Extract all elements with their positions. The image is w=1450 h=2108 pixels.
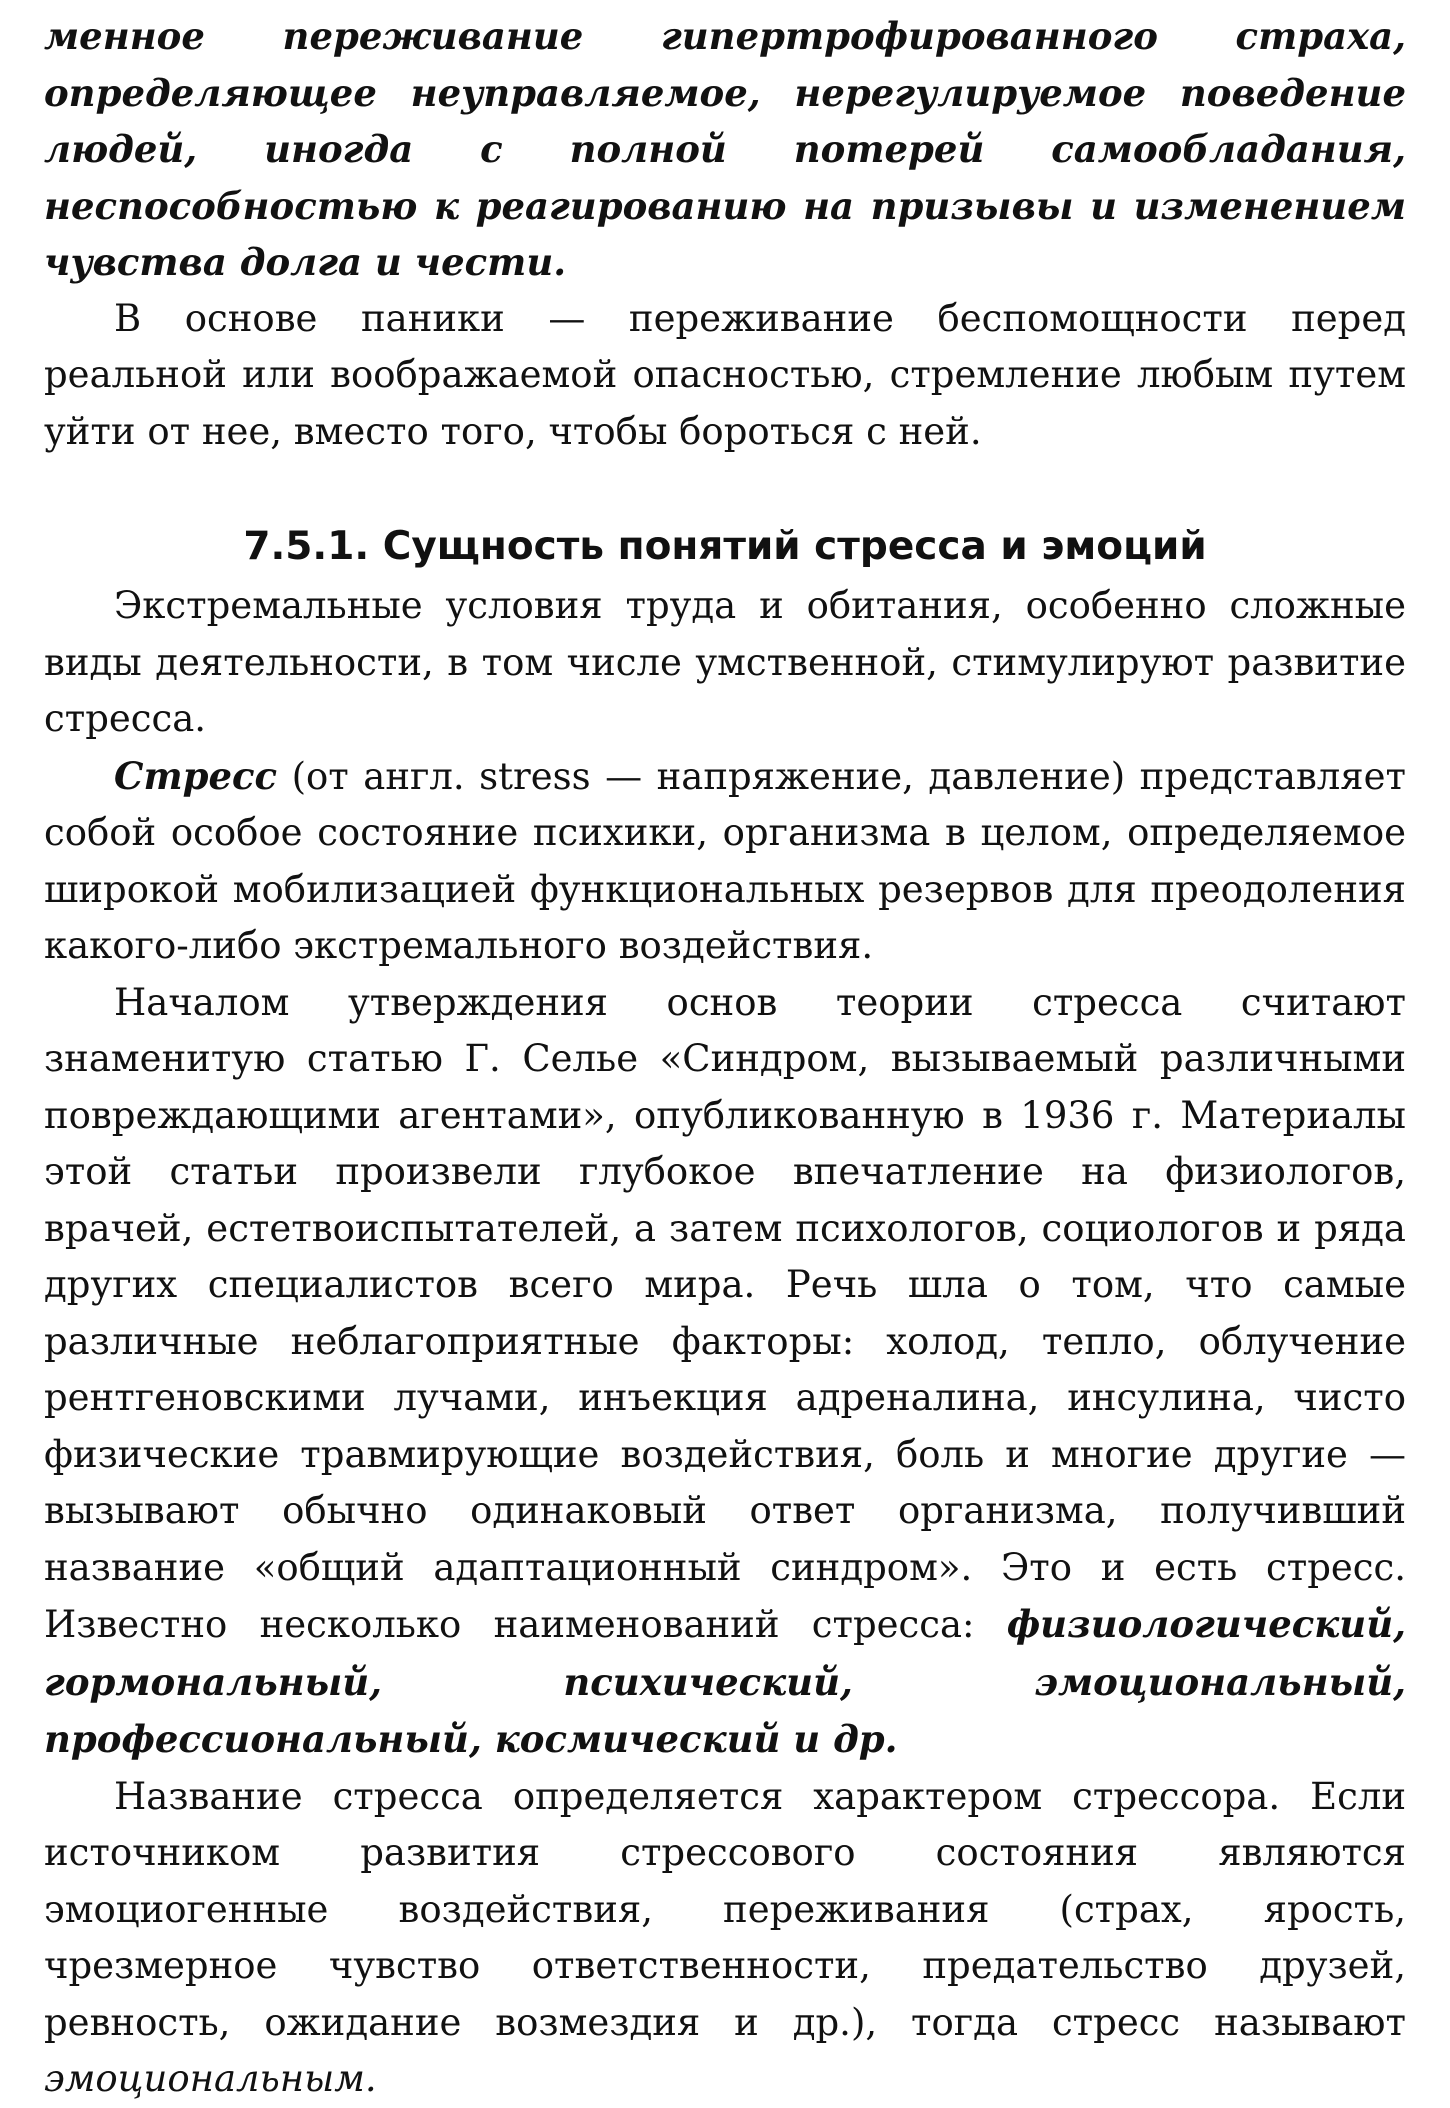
selye-paragraph (44, 975, 1406, 1769)
panic-text: В основе паники — переживание беспомощности перед реальной или воображаемой опасностью, стремление любым путем уйти от нее, вместо того, чтобы бороться с ней. (44, 296, 1406, 453)
lead-text: менное переживание гипертрофированного страха, определяющее неуправляемое, нерегулируемое поведение людей, иногда с полной потерей самообладания, неспособностью к реагированию на призывы и изменением чувства долга и чести. (44, 14, 1406, 284)
section-gap (44, 460, 1406, 516)
name-paragraph (44, 1769, 1406, 2108)
conditions-paragraph (44, 578, 1406, 748)
stress-types: физиологический, гормональный, психический, эмоциональный, профессиональный, космический и др. (44, 1602, 1406, 1761)
definition-text: (от англ. stress — напряжение, давление) представляет собой особое состояние психики, организма в целом, определяемое широкой мобилизацией функциональных резервов для преодоления какого-либо экстремального воздействия. (44, 754, 1406, 967)
section-heading: 7.5.1. Сущность понятий стресса и эмоций (243, 524, 1207, 569)
panic-paragraph (44, 291, 1406, 461)
lead-paragraph (44, 8, 1406, 291)
conditions-text: Экстремальные условия труда и обитания, особенно сложные виды деятельности, в том числе умственной, стимулируют развитие стресса. (44, 584, 1406, 740)
name-text: Название стресса определяется характером стрессора. Если источником развития стрессового состояния являются эмоциогенные воздействия, переживания (страх, ярость, чрезмерное чувство ответственности, предательство друзей, ревность, ожидание возмездия и др.), тогда стресс называют (44, 1774, 1406, 2044)
selye-text: Началом утверждения основ теории стресса считают знаменитую статью Г. Селье «Синдром, вызываемый различными повреждающими агентами», опубликованную в 1936 г. Материалы этой статьи произвели глубокое впечатление на физиологов, врачей, естетвоиспытателей, а затем психологов, социологов и ряда других специалистов всего мира. Речь шла о том, что самые различные неблагоприятные факторы: холод, тепло, облучение рентгеновскими лучами, инъекция адреналина, инсулина, чисто физические травмирующие воздействия, боль и многие другие — вызывают обычно одинаковый ответ организма, получивший название «общий адаптационный синдром». Это и есть стресс. Известно несколько наименований стресса: (44, 980, 1406, 1646)
emotional-term: эмоциональным. (44, 2057, 377, 2100)
stress-term: Стресс (114, 753, 278, 798)
definition-paragraph (44, 748, 1406, 975)
document-page (44, 8, 1406, 2108)
